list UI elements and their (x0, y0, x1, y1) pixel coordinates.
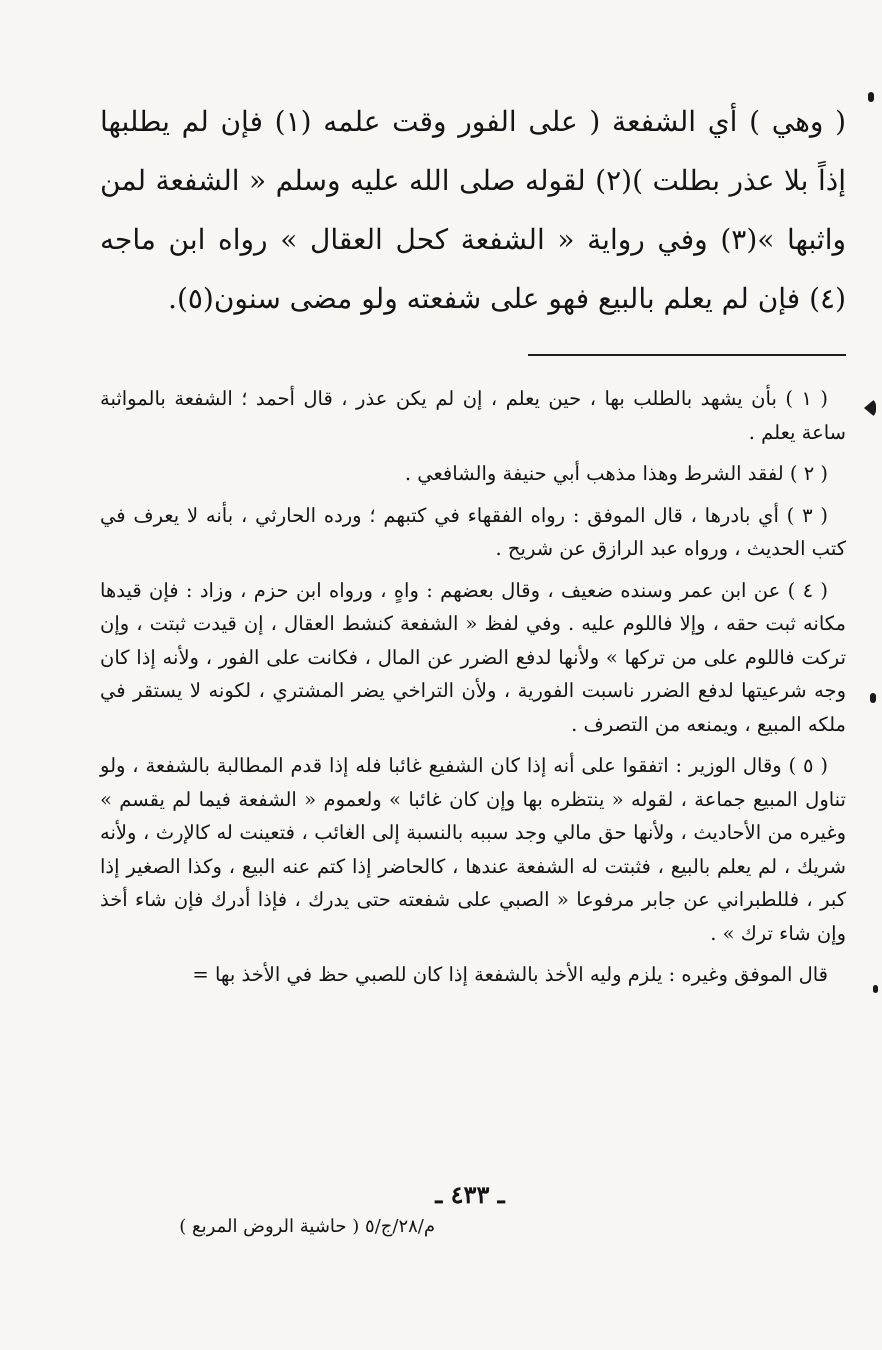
footnote-1: ( ١ ) بأن يشهد بالطلب بها ، حين يعلم ، إن لم يكن عذر ، قال أحمد ؛ الشفعة بالمواثبة ساعة يعلم . (100, 387, 846, 444)
main-text-block (100, 92, 846, 328)
footnote-2: ( ٢ ) لفقد الشرط وهذا مذهب أبي حنيفة والشافعي . (404, 462, 828, 485)
footnote-separator (528, 354, 846, 356)
footnote-4: ( ٤ ) عن ابن عمر وسنده ضعيف ، وقال بعضهم : واهٍ ، ورواه ابن حزم ، وزاد : فإن قيدها مكانه ثبت حقه ، وإلا فاللوم عليه . وفي لفظ « الشفعة كنشط العقال ، إن قيدت ثبتت ، وإن تركت فاللوم على من تركها » ولأنها لدفع الضرر عن المال ، فكانت على الفور ، ولأنه إذا كان وجه شرعيتها لدفع الضرر ناسبت الفورية ، ولأن التراخي يضر المشتري ، لكونه لا يستقر في ملكه المبيع ، ويمنعه من التصرف . (100, 578, 846, 736)
footnotes-block (100, 382, 846, 992)
page-number: ـ ٤٣٣ ـ (435, 1180, 505, 1209)
binding-mark-bottom (873, 985, 878, 993)
footnote-continuation: قال الموفق وغيره : يلزم وليه الأخذ بالشفعة إذا كان للصبي حظ في الأخذ بها = (192, 963, 828, 986)
binding-mark-middle (864, 398, 876, 418)
footnote-5: ( ٥ ) وقال الوزير : اتفقوا على أنه إذا كان الشفيع غائبا فله إذا قدم المطالبة بالشفعة ، ولو تناول المبيع جماعة ، لقوله « ينتظره بها وإن كان غائبا » ولعموم « الشفعة فيما لم يقسم » وغيره من الأحاديث ، ولأنها حق مالي وجد سببه بالنسبة إلى الغائب ، فتعينت له كالإرث ، ولأنه شريك ، لم يعلم بالبيع ، فثبتت له الشفعة عندها ، كالحاضر إذا كتم عنه البيع ، وكذا الصغير إذا كبر ، فللطبراني عن جابر مرفوعا « الصبي على شفعته حتى يدرك ، فإذا أدرك فإن شاء أخذ وإن شاء ترك » . (100, 754, 846, 945)
binding-mark-top (868, 92, 874, 102)
footnote-3: ( ٣ ) أي بادرها ، قال الموفق : رواه الفقهاء في كتبهم ؛ ورده الحارثي ، بأنه لا يعرف في كتب الحديث ، ورواه عبد الرازق عن شريح . (100, 503, 846, 560)
binding-mark-lower (870, 693, 876, 703)
printer-signature: م/٢٨/ج/٥ ( حاشية الروض المربع ) (179, 1216, 435, 1237)
main-paragraph: ( وهي ) أي الشفعة ( على الفور وقت علمه (١) فإن لم يطلبها إذاً بلا عذر بطلت )(٢) لقوله صلى الله عليه وسلم « الشفعة لمن واثبها »(٣) وفي رواية « الشفعة كحل العقال » رواه ابن ماجه (٤) فإن لم يعلم بالبيع فهو على شفعته ولو مضى سنون(٥). (100, 105, 847, 315)
